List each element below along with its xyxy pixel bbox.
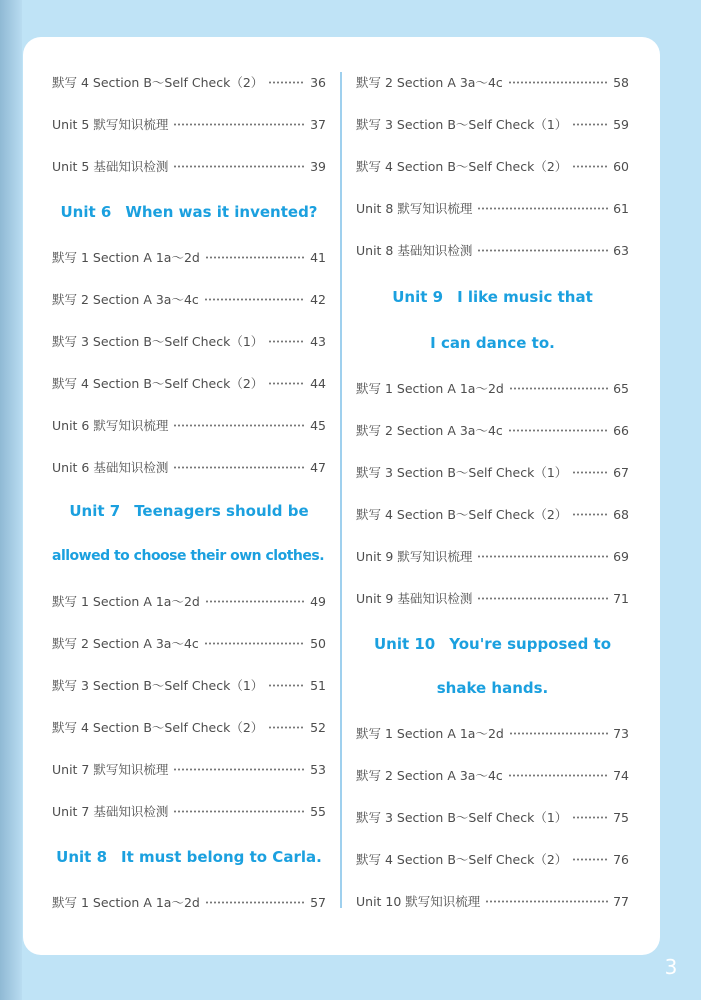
toc-entry-page: 50 bbox=[310, 635, 326, 651]
toc-entry-page: 55 bbox=[310, 803, 326, 819]
unit-title: allowed to choose their own clothes. bbox=[52, 548, 325, 564]
toc-entry-label: Unit 6 默写知识梳理 bbox=[52, 418, 169, 433]
dot-leader bbox=[572, 513, 608, 516]
toc-entry-page: 66 bbox=[613, 422, 629, 438]
toc-entry[interactable] bbox=[52, 154, 326, 178]
dot-leader bbox=[268, 81, 305, 84]
dot-leader bbox=[205, 256, 305, 259]
dot-leader bbox=[509, 732, 608, 735]
unit-title: I like music that bbox=[457, 288, 593, 306]
toc-entry-label: Unit 10 默写知识梳理 bbox=[356, 894, 481, 909]
dot-leader bbox=[268, 382, 305, 385]
toc-entry-label: 默写 1 Section A 1a～2d bbox=[52, 895, 200, 910]
toc-entry[interactable] bbox=[52, 70, 326, 94]
toc-entry-label: 默写 4 Section B～Self Check（2） bbox=[356, 159, 568, 174]
dot-leader bbox=[508, 774, 608, 777]
toc-entry[interactable] bbox=[52, 673, 326, 697]
unit-title: I can dance to. bbox=[430, 334, 555, 352]
toc-entry-page: 53 bbox=[310, 761, 326, 777]
toc-entry-page: 61 bbox=[613, 200, 629, 216]
dot-leader bbox=[268, 340, 305, 343]
toc-entry-label: 默写 2 Section A 3a～4c bbox=[356, 75, 503, 90]
toc-entry-label: Unit 7 基础知识检测 bbox=[52, 804, 169, 819]
toc-entry-page: 57 bbox=[310, 894, 326, 910]
toc-entry-label: Unit 9 默写知识梳理 bbox=[356, 549, 473, 564]
dot-leader bbox=[173, 123, 305, 126]
toc-entry-page: 47 bbox=[310, 459, 326, 475]
toc-entry-page: 59 bbox=[613, 116, 629, 132]
toc-entry-label: 默写 3 Section B～Self Check（1） bbox=[52, 678, 264, 693]
toc-entry[interactable] bbox=[52, 287, 326, 311]
toc-entry[interactable] bbox=[52, 715, 326, 739]
toc-entry-label: Unit 6 基础知识检测 bbox=[52, 460, 169, 475]
dot-leader bbox=[173, 424, 305, 427]
toc-entry-page: 68 bbox=[613, 506, 629, 522]
toc-entry-label: Unit 7 默写知识梳理 bbox=[52, 762, 169, 777]
toc-entry[interactable] bbox=[356, 238, 629, 262]
toc-entry[interactable] bbox=[356, 112, 629, 136]
dot-leader bbox=[204, 298, 305, 301]
dot-leader bbox=[205, 901, 305, 904]
toc-entry[interactable] bbox=[356, 154, 629, 178]
dot-leader bbox=[477, 207, 608, 210]
dot-leader bbox=[477, 555, 608, 558]
dot-leader bbox=[173, 466, 305, 469]
toc-entry[interactable] bbox=[356, 721, 629, 745]
toc-entry-label: 默写 4 Section B～Self Check（2） bbox=[52, 376, 264, 391]
toc-entry-label: 默写 2 Section A 3a～4c bbox=[356, 423, 503, 438]
toc-entry-page: 45 bbox=[310, 417, 326, 433]
unit-number: Unit 6 bbox=[60, 203, 112, 221]
toc-entry-page: 39 bbox=[310, 158, 326, 174]
toc-entry[interactable] bbox=[356, 847, 629, 871]
unit-title: You're supposed to bbox=[449, 635, 612, 653]
toc-entry-page: 75 bbox=[613, 809, 629, 825]
toc-entry[interactable] bbox=[356, 376, 629, 400]
dot-leader bbox=[477, 597, 608, 600]
toc-entry-label: 默写 1 Section A 1a～2d bbox=[52, 250, 200, 265]
toc-entry-page: 71 bbox=[613, 590, 629, 606]
toc-entry[interactable] bbox=[356, 418, 629, 442]
toc-entry-page: 44 bbox=[310, 375, 326, 391]
unit-title: Teenagers should be bbox=[134, 502, 309, 520]
toc-entry-label: Unit 9 基础知识检测 bbox=[356, 591, 473, 606]
unit-heading[interactable] bbox=[356, 629, 629, 659]
unit-heading[interactable] bbox=[356, 282, 629, 312]
toc-entry-page: 37 bbox=[310, 116, 326, 132]
column-divider bbox=[340, 72, 342, 908]
toc-entry-label: Unit 8 默写知识梳理 bbox=[356, 201, 473, 216]
toc-entry[interactable] bbox=[52, 245, 326, 269]
page-edge-strip bbox=[0, 0, 22, 1000]
toc-entry-label: 默写 2 Section A 3a～4c bbox=[356, 768, 503, 783]
toc-entry[interactable] bbox=[356, 586, 629, 610]
toc-entry[interactable] bbox=[52, 589, 326, 613]
unit-heading-continued[interactable] bbox=[52, 541, 326, 571]
dot-leader bbox=[205, 600, 305, 603]
dot-leader bbox=[572, 471, 608, 474]
toc-entry[interactable] bbox=[52, 631, 326, 655]
dot-leader bbox=[572, 816, 608, 819]
toc-entry-page: 77 bbox=[613, 893, 629, 909]
dot-leader bbox=[477, 249, 608, 252]
unit-heading-continued[interactable] bbox=[356, 328, 629, 358]
toc-entry-label: 默写 2 Section A 3a～4c bbox=[52, 292, 199, 307]
toc-entry-label: 默写 2 Section A 3a～4c bbox=[52, 636, 199, 651]
toc-entry[interactable] bbox=[52, 757, 326, 781]
dot-leader bbox=[508, 429, 608, 432]
unit-heading[interactable] bbox=[52, 496, 326, 526]
toc-entry-page: 42 bbox=[310, 291, 326, 307]
toc-entry-page: 60 bbox=[613, 158, 629, 174]
dot-leader bbox=[485, 900, 608, 903]
toc-entry-label: 默写 3 Section B～Self Check（1） bbox=[356, 117, 568, 132]
toc-entry-page: 43 bbox=[310, 333, 326, 349]
toc-entry[interactable] bbox=[356, 70, 629, 94]
toc-entry-label: 默写 3 Section B～Self Check（1） bbox=[356, 465, 568, 480]
toc-entry[interactable] bbox=[52, 890, 326, 914]
unit-number: Unit 9 bbox=[392, 288, 444, 306]
unit-title: When was it invented? bbox=[125, 203, 318, 221]
toc-entry-label: 默写 4 Section B～Self Check（2） bbox=[356, 852, 568, 867]
toc-entry-label: Unit 5 默写知识梳理 bbox=[52, 117, 169, 132]
toc-entry[interactable] bbox=[52, 371, 326, 395]
toc-entry[interactable] bbox=[356, 805, 629, 829]
toc-entry-label: 默写 1 Section A 1a～2d bbox=[356, 726, 504, 741]
toc-entry-label: Unit 5 基础知识检测 bbox=[52, 159, 169, 174]
dot-leader bbox=[572, 165, 608, 168]
dot-leader bbox=[509, 387, 608, 390]
toc-entry[interactable] bbox=[356, 889, 629, 913]
toc-entry-page: 63 bbox=[613, 242, 629, 258]
toc-entry-page: 73 bbox=[613, 725, 629, 741]
toc-entry[interactable] bbox=[52, 799, 326, 823]
toc-entry-label: 默写 3 Section B～Self Check（1） bbox=[52, 334, 264, 349]
toc-entry-page: 74 bbox=[613, 767, 629, 783]
toc-entry-page: 51 bbox=[310, 677, 326, 693]
toc-entry[interactable] bbox=[52, 329, 326, 353]
toc-entry-label: 默写 1 Section A 1a～2d bbox=[356, 381, 504, 396]
unit-title: shake hands. bbox=[436, 679, 549, 697]
toc-entry[interactable] bbox=[356, 763, 629, 787]
unit-number: Unit 10 bbox=[373, 635, 436, 653]
toc-entry[interactable] bbox=[356, 502, 629, 526]
toc-entry-page: 49 bbox=[310, 593, 326, 609]
dot-leader bbox=[572, 123, 608, 126]
unit-number: Unit 8 bbox=[56, 848, 108, 866]
toc-entry-label: 默写 4 Section B～Self Check（2） bbox=[356, 507, 568, 522]
toc-entry-page: 58 bbox=[613, 74, 629, 90]
dot-leader bbox=[268, 726, 305, 729]
toc-entry-page: 76 bbox=[613, 851, 629, 867]
unit-title: It must belong to Carla. bbox=[121, 848, 322, 866]
dot-leader bbox=[572, 858, 608, 861]
dot-leader bbox=[173, 768, 305, 771]
dot-leader bbox=[173, 810, 305, 813]
toc-entry-page: 69 bbox=[613, 548, 629, 564]
unit-heading-continued[interactable] bbox=[356, 673, 629, 703]
toc-entry-label: 默写 4 Section B～Self Check（2） bbox=[52, 75, 264, 90]
toc-entry-label: 默写 3 Section B～Self Check（1） bbox=[356, 810, 568, 825]
toc-entry-label: Unit 8 基础知识检测 bbox=[356, 243, 473, 258]
unit-number: Unit 7 bbox=[69, 502, 121, 520]
toc-entry[interactable] bbox=[356, 196, 629, 220]
dot-leader bbox=[204, 642, 305, 645]
toc-entry[interactable] bbox=[356, 460, 629, 484]
toc-entry-label: 默写 4 Section B～Self Check（2） bbox=[52, 720, 264, 735]
dot-leader bbox=[173, 165, 305, 168]
dot-leader bbox=[268, 684, 305, 687]
toc-entry-page: 41 bbox=[310, 249, 326, 265]
toc-entry[interactable] bbox=[52, 413, 326, 437]
toc-entry-page: 65 bbox=[613, 380, 629, 396]
toc-entry[interactable] bbox=[356, 544, 629, 568]
toc-entry[interactable] bbox=[52, 112, 326, 136]
dot-leader bbox=[508, 81, 608, 84]
unit-heading[interactable] bbox=[52, 842, 326, 872]
toc-entry-label: 默写 1 Section A 1a～2d bbox=[52, 594, 200, 609]
toc-entry-page: 36 bbox=[310, 74, 326, 90]
page-number: 3 bbox=[664, 955, 678, 979]
toc-entry-page: 52 bbox=[310, 719, 326, 735]
toc-entry-page: 67 bbox=[613, 464, 629, 480]
unit-heading[interactable] bbox=[52, 197, 326, 227]
toc-entry[interactable] bbox=[52, 455, 326, 479]
